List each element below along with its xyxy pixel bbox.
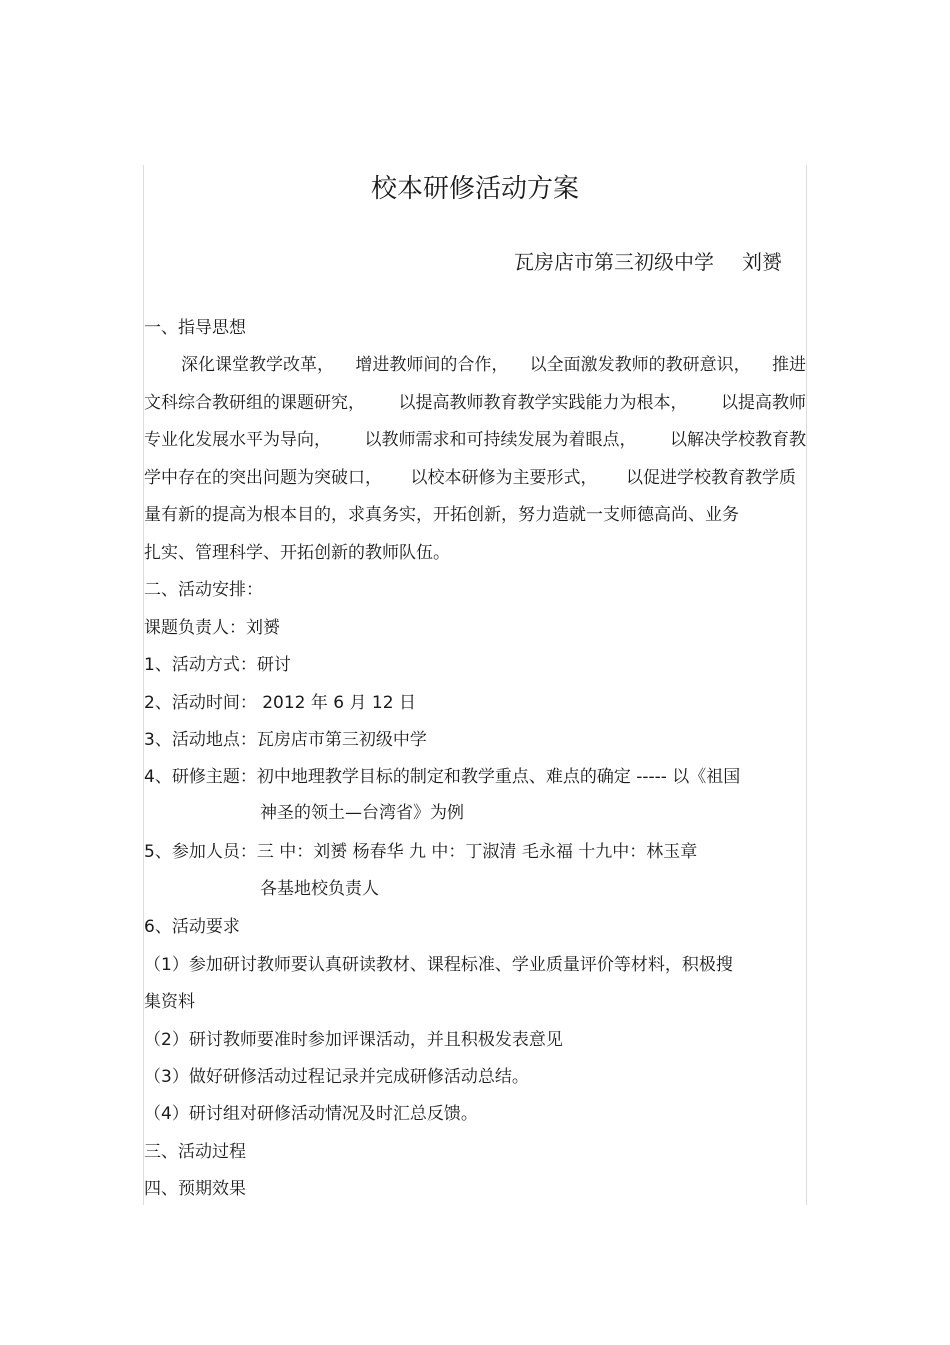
item-participants-continued: 各基地校负责人	[260, 879, 379, 899]
text-fragment: 以解决学校教育教	[670, 430, 806, 450]
paragraph-line	[144, 503, 806, 527]
section-heading-activity-arrangement: 二、活动安排：	[144, 580, 263, 600]
author-name: 刘赟	[742, 250, 782, 274]
text-fragment: 学中存在的突出问题为突破口，	[144, 468, 382, 488]
page-right-border	[806, 165, 807, 1205]
text-fragment: 增进教师间的合作，	[355, 355, 509, 375]
text-fragment: 以教师需求和可持续发展为着眼点，	[364, 430, 637, 450]
requirement-1-continued: 集资料	[144, 992, 195, 1012]
item-activity-requirements: 6、活动要求	[144, 917, 240, 937]
text-fragment: 扎实、管理科学、开拓创新的教师队伍。	[144, 543, 450, 563]
item-activity-mode: 1、活动方式：研讨	[144, 655, 291, 675]
item-research-theme: 4、研修主题：初中地理教学目标的制定和教学重点、难点的确定 ----- 以《祖国	[144, 767, 741, 787]
requirement-3: （3）做好研修活动过程记录并完成研修活动总结。	[144, 1067, 529, 1087]
item-activity-time: 2、活动时间： 2012 年 6 月 12 日	[144, 693, 416, 713]
text-fragment: 以促进学校教育教学质	[626, 468, 796, 488]
requirement-1: （1）参加研讨教师要认真研读教材、课程标准、学业质量评价等材料，积极搜	[144, 955, 733, 975]
text-fragment: 以提高教师教育教学实践能力为根本，	[398, 393, 688, 413]
item-activity-location: 3、活动地点：瓦房店市第三初级中学	[144, 730, 427, 750]
text-fragment: 以校本研修为主要形式，	[410, 468, 598, 488]
author-school: 瓦房店市第三初级中学	[514, 250, 714, 274]
text-fragment: 深化课堂教学改革，	[181, 355, 334, 375]
paragraph-line	[144, 353, 806, 377]
text-fragment: 以提高教师	[721, 393, 806, 413]
paragraph-line	[144, 466, 796, 490]
requirement-2: （2）研讨教师要准时参加评课活动，并且积极发表意见	[144, 1030, 563, 1050]
text-fragment: 专业化发展水平为导向，	[144, 430, 331, 450]
section-heading-activity-process: 三、活动过程	[144, 1142, 246, 1162]
text-fragment: 推进	[771, 355, 806, 375]
section-heading-expected-results: 四、预期效果	[144, 1179, 246, 1199]
item-participants: 5、参加人员：三 中：刘赟 杨春华 九 中：丁淑清 毛永福 十九中：林玉章	[144, 842, 698, 862]
text-fragment: 以全面激发教师的教研意识，	[529, 355, 751, 375]
item-research-theme-continued: 神圣的领土—台湾省》为例	[260, 803, 464, 823]
text-fragment: 文科综合教研组的课题研究，	[144, 393, 365, 413]
paragraph-line	[144, 428, 806, 452]
section-heading-guiding-ideology: 一、指导思想	[144, 318, 246, 338]
document-title: 校本研修活动方案	[370, 174, 579, 204]
paragraph-line	[144, 391, 806, 415]
paragraph-line	[144, 541, 806, 565]
project-leader: 课题负责人：刘赟	[144, 618, 280, 638]
requirement-4: （4）研讨组对研修活动情况及时汇总反馈。	[144, 1104, 478, 1124]
author-line	[514, 248, 782, 276]
text-fragment: 量有新的提高为根本目的，求真务实，开拓创新，努力造就一支师德高尚、业务	[144, 505, 739, 525]
